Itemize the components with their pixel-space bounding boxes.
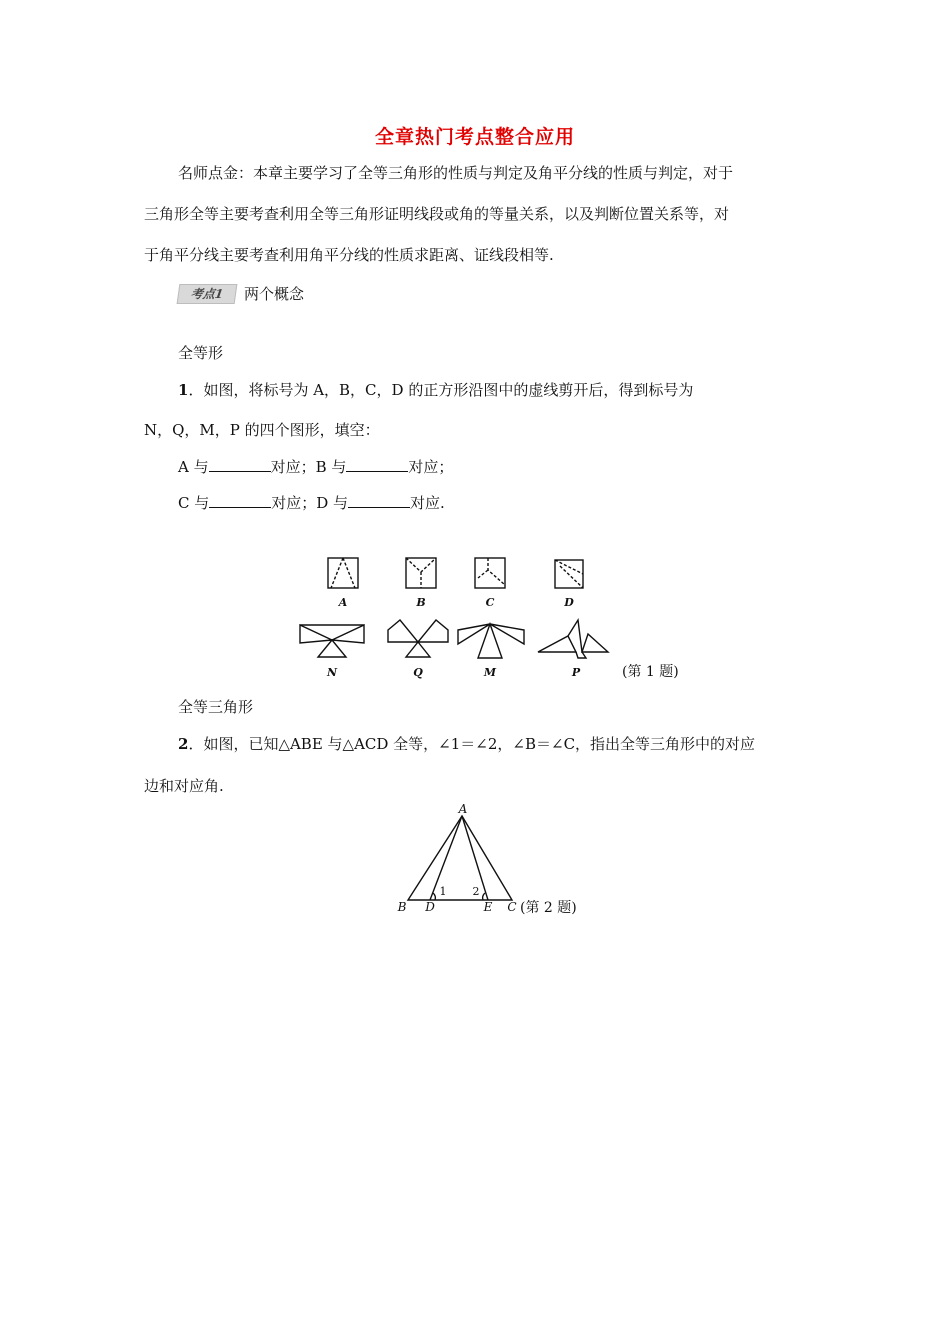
page-title: 全章热门考点整合应用 <box>374 126 575 148</box>
cut-lines-c <box>478 558 505 585</box>
point-label: A <box>458 802 468 816</box>
problem-number: 2 <box>178 735 189 753</box>
intro-line-1: 名师点金：本章主要学习了全等三角形的性质与判定及角平分线的性质与判定，对于 <box>178 164 734 182</box>
label-shape: Q <box>413 666 423 679</box>
fill-line-1: A 与 对应；B 与 对应； <box>178 458 454 476</box>
fill-line-2: C 与 对应；D 与 对应. <box>178 494 445 512</box>
figure-2 <box>390 800 620 922</box>
label-square: D <box>564 596 574 609</box>
angle-2-arc <box>483 893 485 900</box>
point-label: B <box>397 900 407 914</box>
section-heading-congruent-figures: 全等形 <box>178 344 224 362</box>
problem-2-line-2: 边和对应角. <box>144 777 224 795</box>
shape-m <box>458 624 524 658</box>
cut-lines-b <box>406 558 436 588</box>
angle-1-arc <box>433 893 435 900</box>
answer-blank[interactable] <box>209 457 271 472</box>
problem-1-line-1: 1．如图，将标号为 A，B，C，D 的正方形沿图中的虚线剪开后，得到标号为 <box>178 381 694 399</box>
figure-1-caption: (第 1 题) <box>622 664 679 680</box>
figure-1 <box>290 548 710 688</box>
answer-blank[interactable] <box>209 493 271 508</box>
cut-lines-a <box>331 558 355 588</box>
square-c <box>475 558 505 588</box>
answer-blank[interactable] <box>346 457 408 472</box>
figure-2-caption: (第 2 题) <box>520 900 577 916</box>
section-heading-congruent-triangles: 全等三角形 <box>178 698 254 716</box>
point-label: E <box>483 900 493 914</box>
problem-number: 1 <box>178 381 189 399</box>
label-shape: N <box>326 666 338 679</box>
intro-line-3: 于角平分线主要考查利用角平分线的性质求距离、证线段相等. <box>144 246 554 264</box>
label-square: A <box>338 596 348 609</box>
shape-q <box>388 620 448 657</box>
angle-label: 2 <box>472 885 480 898</box>
problem-1-line-2: N，Q，M，P 的四个图形，填空： <box>144 421 380 439</box>
label-square: B <box>416 596 426 609</box>
topic-badge: 考点1 <box>177 284 238 304</box>
problem-2-line-1: 2．如图，已知△ABE 与△ACD 全等，∠1＝∠2，∠B＝∠C，指出全等三角形中的对应 <box>178 735 756 753</box>
cut-lines-d <box>555 560 583 588</box>
label-shape: P <box>571 666 581 679</box>
topic-name: 两个概念 <box>244 285 305 303</box>
point-label: D <box>425 900 435 914</box>
intro-line-2: 三角形全等主要考查利用全等三角形证明线段或角的等量关系，以及判断位置关系等，对 <box>144 205 730 223</box>
answer-blank[interactable] <box>348 493 410 508</box>
label-shape: M <box>483 666 497 679</box>
shape-p <box>538 620 608 658</box>
label-square: C <box>485 596 495 609</box>
shape-n <box>300 625 364 657</box>
angle-label: 1 <box>439 885 447 898</box>
point-label: C <box>507 900 517 914</box>
triangle-abc <box>408 816 512 900</box>
